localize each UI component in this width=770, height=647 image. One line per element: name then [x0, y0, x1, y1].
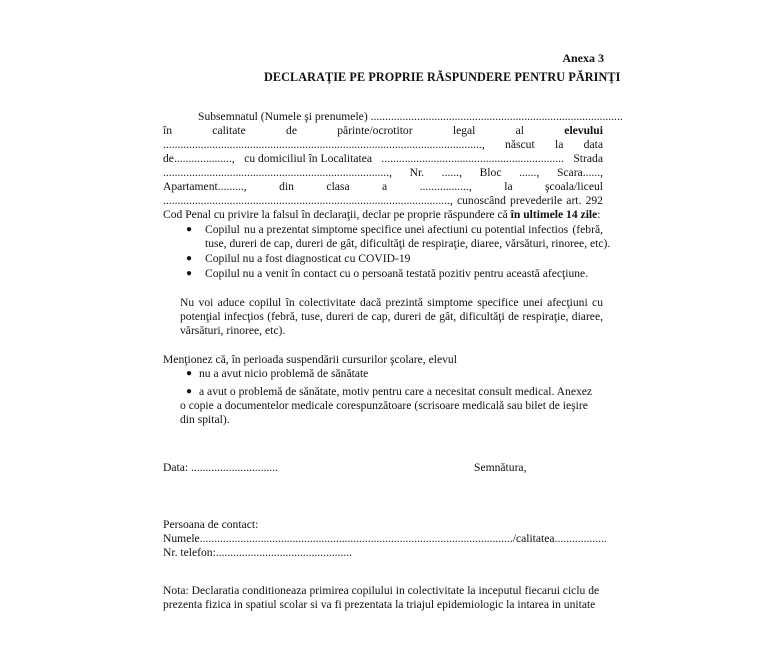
word: de [286, 124, 297, 137]
symptom-item-2: Copilul nu a fost diagnosticat cu COVID-19 [205, 252, 411, 265]
word: clasa [326, 180, 350, 193]
word: legal [452, 124, 476, 137]
word: ......, [441, 166, 462, 179]
declaration-line-8 [163, 208, 601, 222]
word: părinte/ocrotitor [337, 124, 413, 137]
text: Cod Penal cu privire la falsul în declaraţii, declar pe proprie răspundere că [163, 208, 511, 221]
bullet-icon: ● [186, 253, 193, 264]
contact-name-field: Numele............................................................................................................/calitatea.................. [163, 532, 607, 545]
word: 292 [585, 194, 603, 207]
word: .............................................................................., [163, 166, 392, 179]
word: în [163, 124, 173, 137]
word: calitate [212, 124, 246, 137]
word: (febră, [572, 223, 603, 236]
declaration-line-3 [163, 138, 603, 152]
word: Strada [573, 152, 603, 165]
word: cu domiciliul în Localitatea [244, 152, 372, 165]
word: art. [566, 194, 582, 207]
declaration-line-6 [163, 180, 603, 194]
word: născut [505, 138, 535, 151]
word: de...................., [163, 152, 235, 165]
footnote-line-1: Nota: Declaratia conditioneaza primirea copilului in colectivitate la inceputul fiecarui ciclu de [163, 584, 600, 597]
word: data [583, 138, 603, 151]
word: Nr. [409, 166, 425, 179]
bullet-icon: ● [186, 224, 193, 235]
word: ..................................................................................................., [163, 194, 453, 207]
word: prevederile [510, 194, 563, 207]
notice-line-1: Nu voi aduce copilul în colectivitate dacă prezintă simptome specifice unei afecţiuni cu [180, 296, 603, 309]
word: din [279, 180, 294, 193]
suspension-option-2-cont2: din spital). [180, 413, 230, 426]
suspension-option-1: nu a avut nicio problemă de sănătate [199, 367, 369, 380]
word: nu a prezentat simptome specifice unei afectiuni cu potential infectios [244, 223, 569, 236]
last-14-days: în ultimele 14 zile [510, 208, 598, 221]
declaration-line-2 [163, 124, 603, 138]
word: ................., [419, 180, 472, 193]
symptom-item-1-cont: tuse, dureri de cap, dureri de gât, dificultăţi de respiraţie, diaree, vărsături, rinoree, etc). [205, 237, 611, 250]
symptom-item-3: Copilul nu a venit în contact cu o persoană testată pozitiv pentru această afecţiune. [205, 267, 589, 280]
word: a [382, 180, 388, 193]
word: ......, [519, 166, 540, 179]
word: Bloc [479, 166, 502, 179]
suspension-intro: Menţionez că, în perioada suspendării cursurilor şcolare, elevul [163, 353, 457, 366]
text: : [597, 208, 601, 221]
contact-phone-field: Nr. telefon:............................................... [163, 546, 353, 559]
notice-line-2: potenţial infecţios (febră, tuse, dureri de cap, dureri de gât, dificultăţi de respiraţie, diaree, [180, 310, 603, 323]
declaration-line-4 [163, 152, 603, 166]
declaration-line-7 [163, 194, 603, 208]
suspension-option-2: a avut o problemă de sănătate, motiv pentru care a necesitat consult medical. Anexez [199, 385, 593, 398]
contact-heading: Persoana de contact: [163, 518, 259, 531]
notice-line-3: vărsături, rinoree, etc). [180, 324, 286, 337]
suspension-option-2-cont1: o copie a documentelor medicale corespunzătoare (scrisoare medicală sau bilet de ieşire [180, 399, 588, 412]
date-field: Data: .............................. [163, 461, 278, 474]
word: la [504, 180, 513, 193]
bullet-icon: ● [186, 268, 193, 279]
word: .............................................................................................................., [163, 138, 485, 151]
word: Scara......, [556, 166, 603, 179]
word: Copilul [205, 223, 240, 236]
symptom-item-1 [205, 223, 603, 237]
signature-label: Semnătura, [474, 461, 527, 474]
word: la [554, 138, 564, 151]
word: ............................................................... [381, 152, 564, 165]
word-student: elevului [564, 124, 603, 137]
word: şcoala/liceul [545, 180, 603, 193]
word: Apartament........., [163, 180, 247, 193]
footnote-line-2: prezenta fizica in spatiul scolar si va fi prezentata la triajul epidemiologic la intarea in unitate [163, 598, 596, 611]
annex-label: Anexa 3 [562, 51, 604, 65]
bullet-icon: ● [186, 386, 193, 397]
document-title: DECLARAŢIE PE PROPRIE RĂSPUNDERE PENTRU PĂRINŢI [264, 70, 621, 84]
word: al [515, 124, 525, 137]
declaration-line-5 [163, 166, 603, 180]
word: cunoscând [456, 194, 506, 207]
bullet-icon: ● [186, 368, 193, 379]
declaration-line-1: Subsemnatul (Numele şi prenumele) ....................................................................................... [198, 110, 623, 123]
